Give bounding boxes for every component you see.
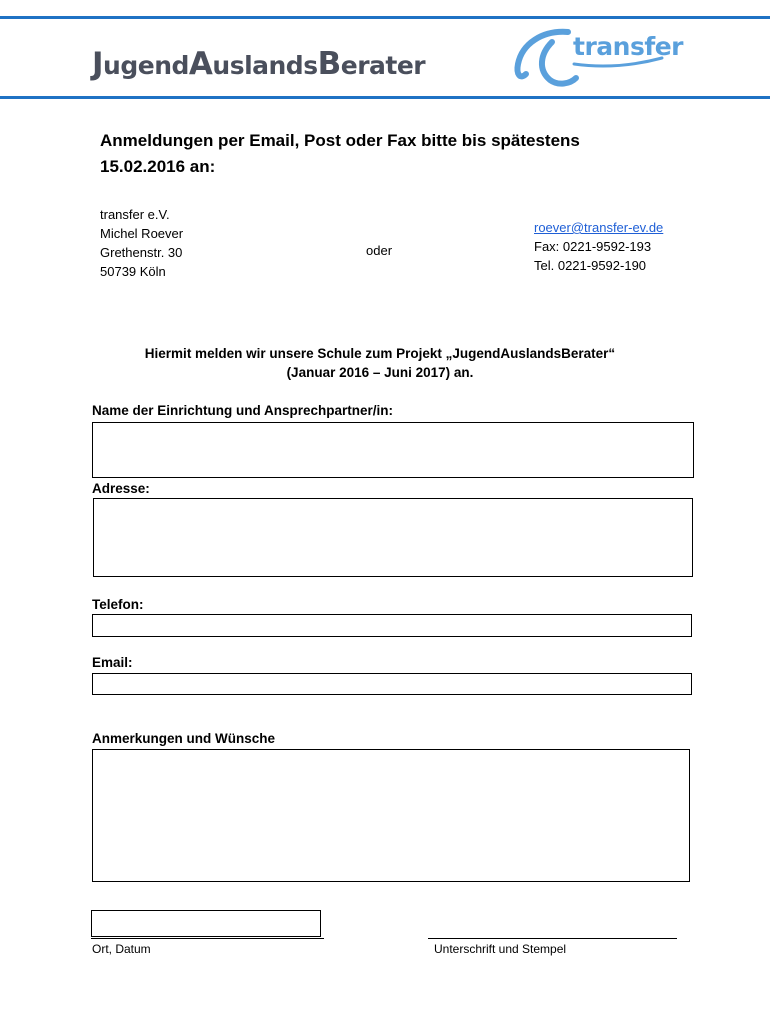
brand-part-erater: erater <box>340 51 426 80</box>
notes-field[interactable] <box>93 750 689 881</box>
header-top-rule <box>0 16 770 19</box>
intro-statement <box>80 344 680 382</box>
heading-line-1: Anmeldungen per Email, Post oder Fax bitte bis spätestens <box>100 131 580 150</box>
address-org: transfer e.V. <box>100 207 170 222</box>
transfer-logo <box>512 24 683 90</box>
place-date-field[interactable] <box>92 911 320 936</box>
address-field[interactable] <box>94 499 692 576</box>
address-city: 50739 Köln <box>100 264 166 279</box>
contact-tel: Tel. 0221-9592-190 <box>534 258 647 273</box>
signature-line <box>428 938 677 939</box>
email-field-box <box>92 673 692 695</box>
brand-part-ugend: ugend <box>103 51 189 80</box>
notes-field-box <box>92 749 690 882</box>
signature-label: Unterschrift und Stempel <box>434 942 567 956</box>
email-field[interactable] <box>93 674 691 694</box>
or-separator: oder <box>366 243 393 258</box>
email-label: Email: <box>92 655 133 670</box>
phone-label: Telefon: <box>92 597 144 612</box>
page-heading <box>100 128 660 180</box>
phone-field[interactable] <box>93 615 691 636</box>
notes-label: Anmerkungen und Wünsche <box>92 731 276 746</box>
logo-text: transfer <box>573 32 683 61</box>
address-field-box <box>93 498 693 577</box>
brand-letter-j: J <box>92 46 104 82</box>
contact-fax: Fax: 0221-9592-193 <box>534 239 652 254</box>
brand-part-uslands: uslands <box>212 51 318 80</box>
contact-block <box>534 218 663 275</box>
brand-letter-a: A <box>188 46 213 82</box>
brand-wordmark <box>92 46 425 82</box>
institution-field-box <box>92 422 694 478</box>
intro-line-2: (Januar 2016 – Juni 2017) an. <box>286 365 474 380</box>
contact-email-link[interactable]: roever@transfer-ev.de <box>534 220 664 235</box>
brand-letter-b: B <box>317 46 341 82</box>
address-name: Michel Roever <box>100 226 184 241</box>
place-date-label: Ort, Datum <box>92 942 151 956</box>
institution-field[interactable] <box>93 423 693 477</box>
intro-line-1: Hiermit melden wir unsere Schule zum Projekt „JugendAuslandsBerater“ <box>144 346 616 361</box>
address-label: Adresse: <box>92 481 150 496</box>
header-bottom-rule <box>0 96 770 99</box>
place-date-line <box>91 938 324 939</box>
heading-line-2: 15.02.2016 an: <box>100 157 216 176</box>
address-street: Grethenstr. 30 <box>100 245 183 260</box>
postal-address <box>100 205 183 281</box>
phone-field-box <box>92 614 692 637</box>
place-date-box <box>91 910 321 937</box>
institution-label: Name der Einrichtung und Ansprechpartner/in: <box>92 403 394 418</box>
